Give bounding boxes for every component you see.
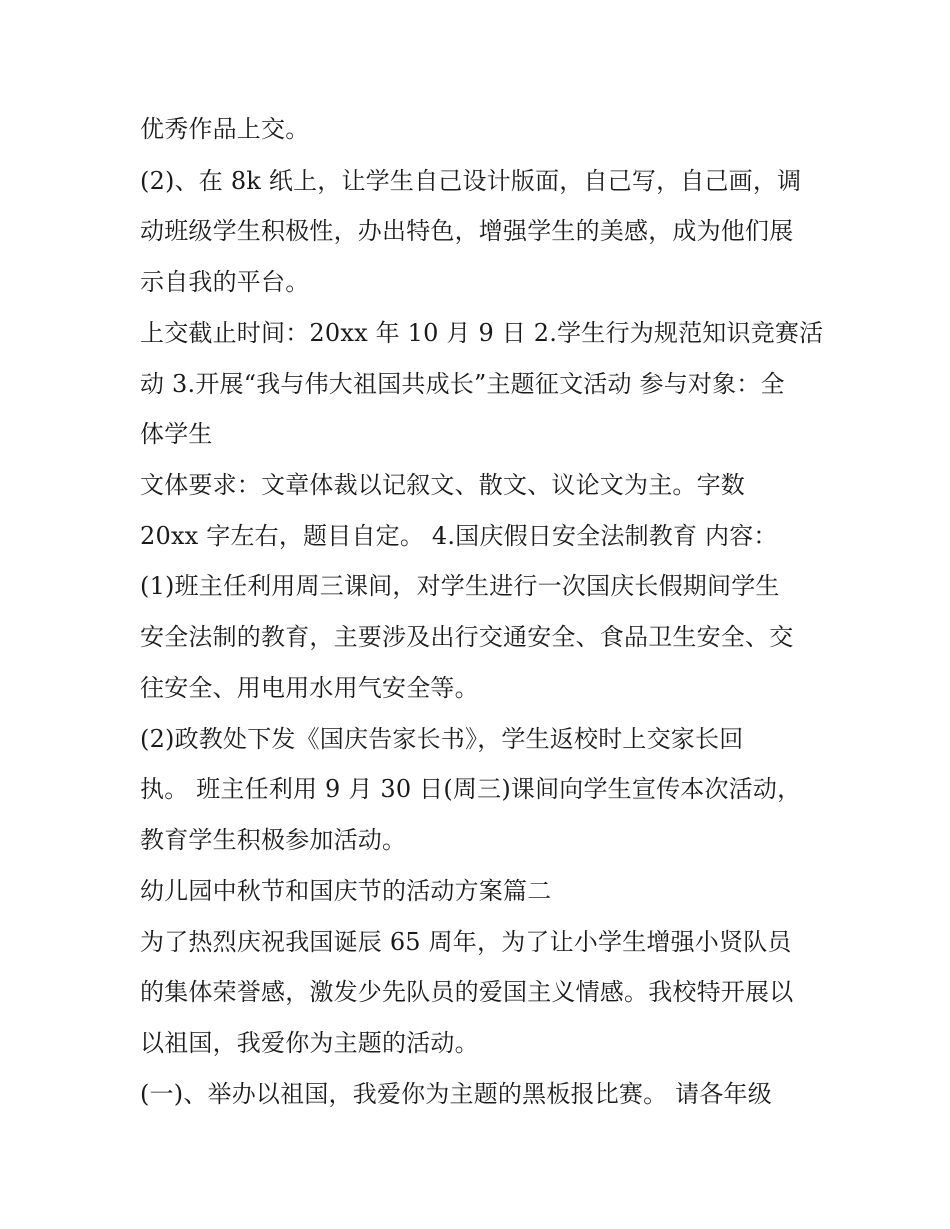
section-heading: 幼儿园中秋节和国庆节的活动方案篇二 [140,877,552,905]
text-line: 优秀作品上交。 [140,115,310,143]
text-line: (2)、在 8k 纸上，让学生自己设计版面，自己写，自己画，调 [140,167,802,195]
text-line: 示自我的平台。 [140,268,310,296]
text-line: 动班级学生积极性，办出特色，增强学生的美感，成为他们展 [140,217,794,245]
text-line: 安全法制的教育，主要涉及出行交通安全、食品卫生安全、交 [140,623,794,651]
text-line: 20xx 字左右，题目自定。 4.国庆假日安全法制教育 内容： [140,522,778,550]
text-line: 教育学生积极参加活动。 [140,826,407,854]
text-line: 上交截止时间：20xx 年 10 月 9 日 2.学生行为规范知识竞赛活 [140,319,824,347]
text-line: (一)、举办以祖国，我爱你为主题的黑板报比赛。 请各年级 [140,1080,772,1108]
text-line: 以祖国，我爱你为主题的活动。 [140,1029,479,1057]
text-line: 体学生 [140,420,213,448]
text-line: 往安全、用电用水用气安全等。 [140,674,479,702]
text-line: 为了热烈庆祝我国诞辰 65 周年，为了让小学生增强小贤队员 [140,928,792,956]
text-line: (2)政教处下发《国庆告家长书》，学生返校时上交家长回 [140,725,744,753]
text-line: 的集体荣誉感，激发少先队员的爱国主义情感。我校特开展以 [140,978,794,1006]
text-line: (1)班主任利用周三课间，对学生进行一次国庆长假期间学生 [140,572,780,600]
text-line: 动 3.开展“我与伟大祖国共成长”主题征文活动 参与对象：全 [140,370,785,398]
text-line: 执。 班主任利用 9 月 30 日(周三)课间向学生宣传本次活动， [140,775,802,803]
text-line: 文体要求：文章体裁以记叙文、散文、议论文为主。字数 [140,471,745,499]
